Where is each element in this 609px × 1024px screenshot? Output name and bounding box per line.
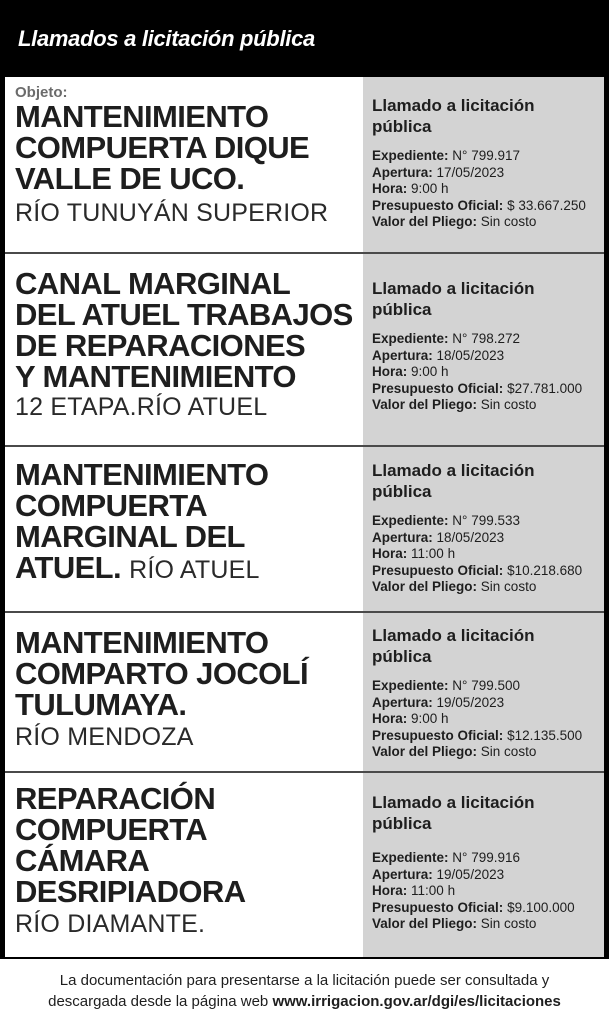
tender-title [15,627,362,720]
title-line: MANTENIMIENTO [15,457,269,492]
tender-item [5,254,604,447]
expediente-line: Expediente: N° 799.533 [372,513,520,528]
tender-river: RÍO TUNUYÁN SUPERIOR [15,199,329,227]
hora-value: 9:00 h [411,364,449,379]
tenders-list [0,77,609,957]
expediente-line: Expediente: N° 798.272 [372,331,520,346]
valor-line: Valor del Pliego: Sin costo [372,916,537,931]
apertura-value: 17/05/2023 [436,164,505,180]
hora-line: Hora: 11:00 h [372,546,456,561]
title-line: MARGINAL DEL [15,519,245,554]
title-line: COMPUERTA [15,812,208,847]
presupuesto-line: Presupuesto Oficial: $12.135.500 [372,727,583,743]
apertura-line: Apertura: 18/05/2023 [372,347,505,363]
tender-item [5,77,604,254]
apertura-value: 18/05/2023 [436,529,505,545]
title-line: CANAL MARGINAL [15,266,291,301]
tender-title [15,101,362,194]
apertura-line: Apertura: 19/05/2023 [372,866,505,882]
title-line: Y MANTENIMIENTO [15,359,296,394]
tender-object [5,254,362,445]
page-footer [0,957,609,1024]
presupuesto-line: Presupuesto Oficial: $ 33.667.250 [372,197,586,213]
title-line: COMPUERTA [15,488,208,523]
hora-line: Hora: 9:00 h [372,711,449,726]
tender-river: 12 ETAPA.RÍO ATUEL [15,393,268,421]
tender-item [5,773,604,957]
title-line: COMPUERTA DIQUE [15,130,310,165]
tender-info [363,254,604,445]
presupuesto-value: $12.135.500 [507,727,583,743]
hora-line: Hora: 11:00 h [372,883,456,898]
title-line: DESRIPIADORA [15,874,246,909]
tender-object [5,613,362,771]
tender-item [5,447,604,613]
apertura-line: Apertura: 18/05/2023 [372,529,505,545]
expediente-value: N° 799.916 [452,850,520,865]
call-title: Llamado a licitación pública [372,626,535,666]
expediente-line: Expediente: N° 799.916 [372,850,520,865]
tender-details [372,331,604,414]
title-line: COMPARTO JOCOLÍ [15,656,308,691]
title-line: REPARACIÓN [15,781,216,816]
tenders-website-link[interactable]: www.irrigacion.gov.ar/dgi/es/licitaciones [272,993,561,1010]
call-title: Llamado a licitación pública [372,793,535,833]
tender-details [372,850,604,933]
valor-value: Sin costo [480,397,537,412]
title-line: ATUEL. RÍO ATUEL [15,550,260,585]
apertura-line: Apertura: 19/05/2023 [372,694,505,710]
tender-title [15,459,362,586]
apertura-value: 18/05/2023 [436,347,505,363]
tender-item [5,613,604,773]
apertura-line: Apertura: 17/05/2023 [372,164,505,180]
expediente-line: Expediente: N° 799.917 [372,148,520,163]
presupuesto-line: Presupuesto Oficial: $9.100.000 [372,899,575,915]
hora-line: Hora: 9:00 h [372,181,449,196]
presupuesto-line: Presupuesto Oficial: $10.218.680 [372,562,583,578]
hora-line: Hora: 9:00 h [372,364,449,379]
object-label: Objeto: [15,84,68,101]
expediente-value: N° 799.917 [452,148,520,163]
tender-info [363,447,604,611]
tender-details [372,148,604,231]
valor-value: Sin costo [480,214,537,229]
valor-value: Sin costo [480,579,537,594]
valor-line: Valor del Pliego: Sin costo [372,579,537,594]
title-line: MANTENIMIENTO [15,99,269,134]
tender-river: RÍO MENDOZA [15,723,194,751]
expediente-value: N° 799.533 [452,513,520,528]
tender-object [5,773,362,957]
tender-title [15,268,362,392]
hora-value: 9:00 h [411,181,449,196]
tender-river: RÍO DIAMANTE. [15,910,206,938]
expediente-value: N° 798.272 [452,331,520,346]
footer-text-line1: La documentación para presentarse a la licitación puede ser consultada y [59,972,550,989]
apertura-value: 19/05/2023 [436,694,505,710]
presupuesto-value: $9.100.000 [507,899,575,915]
title-line: CÁMARA [15,843,150,878]
title-line: MANTENIMIENTO [15,625,269,660]
hora-value: 11:00 h [411,546,456,561]
tender-info [363,773,604,957]
call-title: Llamado a licitación pública [372,461,535,501]
tender-object [5,77,362,252]
tender-title [15,783,362,907]
hora-value: 11:00 h [411,883,456,898]
apertura-value: 19/05/2023 [436,866,505,882]
presupuesto-value: $10.218.680 [507,562,583,578]
valor-value: Sin costo [480,916,537,931]
page-header [0,0,609,77]
tender-details [372,678,604,761]
hora-value: 9:00 h [411,711,449,726]
presupuesto-value: $ 33.667.250 [507,197,586,213]
call-title: Llamado a licitación pública [372,96,535,136]
tender-info [363,77,604,252]
title-line: VALLE DE UCO. [15,161,245,196]
valor-line: Valor del Pliego: Sin costo [372,397,537,412]
expediente-value: N° 799.500 [452,678,520,693]
valor-line: Valor del Pliego: Sin costo [372,744,537,759]
tender-river: RÍO ATUEL [129,556,260,584]
footer-text-line2: descargada desde la página web www.irrigacion.gov.ar/dgi/es/licitaciones [48,993,561,1010]
valor-line: Valor del Pliego: Sin costo [372,214,537,229]
title-line: DE REPARACIONES [15,328,306,363]
tender-object [5,447,362,611]
valor-value: Sin costo [480,744,537,759]
presupuesto-line: Presupuesto Oficial: $27.781.000 [372,380,583,396]
expediente-line: Expediente: N° 799.500 [372,678,520,693]
tender-info [363,613,604,771]
title-line: DEL ATUEL TRABAJOS [15,297,353,332]
title-line: TULUMAYA. [15,687,187,722]
tender-details [372,513,604,596]
page-title: Llamados a licitación pública [18,26,315,51]
call-title: Llamado a licitación pública [372,279,535,319]
presupuesto-value: $27.781.000 [507,380,583,396]
